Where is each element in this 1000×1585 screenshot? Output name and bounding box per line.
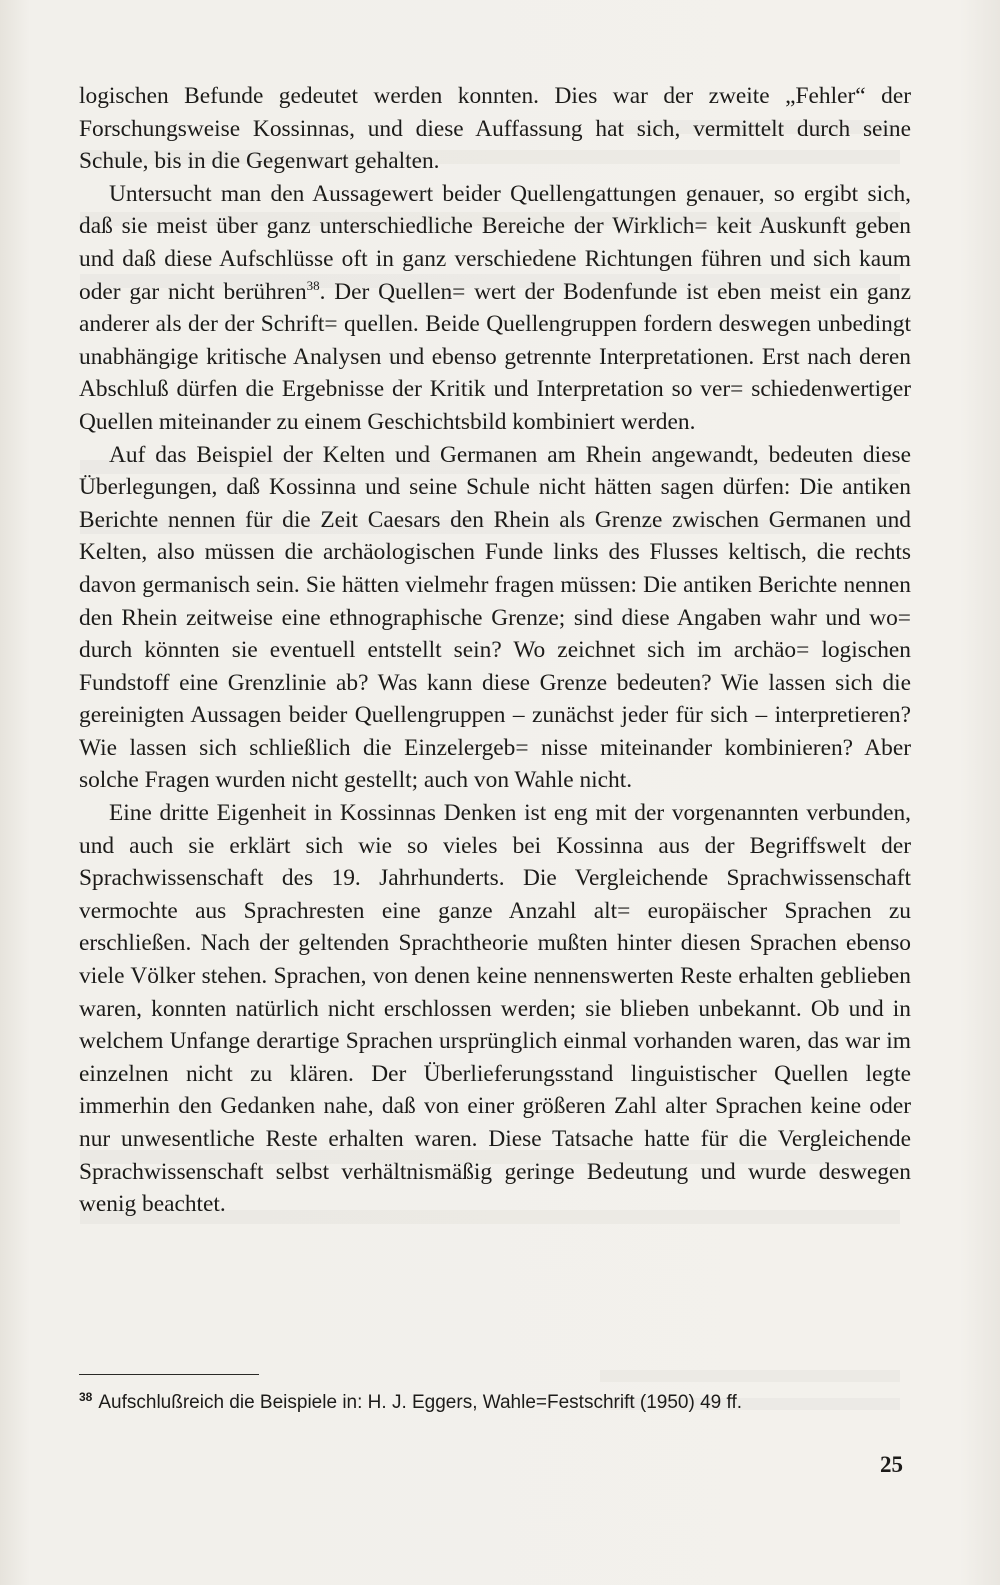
paragraph-text: Auf das Beispiel der Kelten und Germanen am Rhein angewandt, bedeuten diese Überlegungen, daß Kossinna und seine Schule nicht hätten sagen dürfen: Die antiken Berichte nennen für die Zeit Caesars den Rhein als Grenze zwischen Germanen und Kelten, also müssen die archäologischen Funde links des Flusses keltisch, die rechts davon germanisch sein. Sie hätten vielmehr fragen müssen: Die antiken Berichte nennen den Rhein zeitweise eine ethnographische Grenze; sind diese Angaben wahr und wo= durch könnten sie eventuell entstellt sein? Wo zeichnet sich im archäo= logischen Fundstoff eine Grenzlinie ab? Was kann diese Grenze bedeuten? Wie lassen sich die gereinigten Aussagen beider Quellengruppen – zunächst jeder für sich – interpretieren? Wie lassen sich schließlich die Einzelergeb= nisse miteinander kombinieren? Aber solche Fragen wurden nicht gestellt; auch von Wahle nicht. bbox=[79, 441, 911, 794]
footnote-number: 38 bbox=[79, 1389, 93, 1404]
paragraph bbox=[79, 80, 911, 178]
footnote bbox=[79, 1390, 911, 1416]
paragraph bbox=[79, 178, 911, 439]
paragraph-text: Eine dritte Eigenheit in Kossinnas Denken ist eng mit der vorgenannten verbunden, und auch sie erklärt sich wie so vieles bei Kossinna aus der Begriffswelt der Sprachwissenschaft des 19. Jahrhunderts. Die Vergleichende Sprachwissenschaft vermochte aus Sprachresten eine ganze Anzahl alt= europäischer Sprachen zu erschließen. Nach der geltenden Sprachtheorie mußten hinter diesen Sprachen ebenso viele Völker stehen. Sprachen, von denen keine nennenswerten Reste erhalten geblieben waren, konnten natürlich nicht erschlossen werden; sie blieben unbekannt. Ob und in welchem Unfange derartige Sprachen ursprünglich einmal vorhanden waren, das war im einzelnen nicht zu klären. Der Überlieferungsstand linguistischer Quellen legte immerhin den Gedanken nahe, daß von einer größeren Zahl alter Sprachen keine oder nur unwesentliche Reste erhalten waren. Diese Tatsache hatte für die Vergleichende Sprachwissenschaft selbst verhältnismäßig geringe Bedeutung und wurde deswegen wenig beachtet. bbox=[79, 800, 911, 1218]
footnote-text: Aufschlußreich die Beispiele in: H. J. Eggers, Wahle=Festschrift (1950) 49 ff. bbox=[98, 1392, 743, 1413]
footnote-reference: 38 bbox=[306, 277, 320, 293]
paragraph bbox=[79, 797, 911, 1221]
body-text bbox=[79, 80, 911, 1221]
page-number: 25 bbox=[880, 1452, 903, 1477]
paragraph bbox=[79, 439, 911, 798]
paragraph-text: Untersucht man den Aussagewert beider Quellengattungen genauer, so ergibt sich, daß sie meist über ganz unterschiedliche Bereiche der Wirklich= keit Auskunft geben und daß diese Aufschlüsse oft in ganz verschiedene Richtungen führen und sich kaum oder gar nicht berühren bbox=[79, 180, 911, 305]
paragraph-text: . Der Quellen= wert der Bodenfunde ist eben meist ein ganz anderer als der der Schrift= quellen. Beide Quellengruppen fordern deswegen unbedingt unabhängige kritische Analysen und ebenso getrennte Interpretationen. Erst nach deren Abschluß dürfen die Ergebnisse der Kritik und Interpretation so ver= schiedenwertiger Quellen miteinander zu einem Geschichtsbild kombiniert werden. bbox=[79, 278, 911, 435]
paragraph-text: logischen Befunde gedeutet werden konnten. Dies war der zweite „Fehler“ der Forschungsweise Kossinnas, und diese Auffassung hat sich, vermittelt durch seine Schule, bis in die Gegenwart gehalten. bbox=[79, 83, 911, 175]
footnote-divider bbox=[79, 1374, 259, 1375]
